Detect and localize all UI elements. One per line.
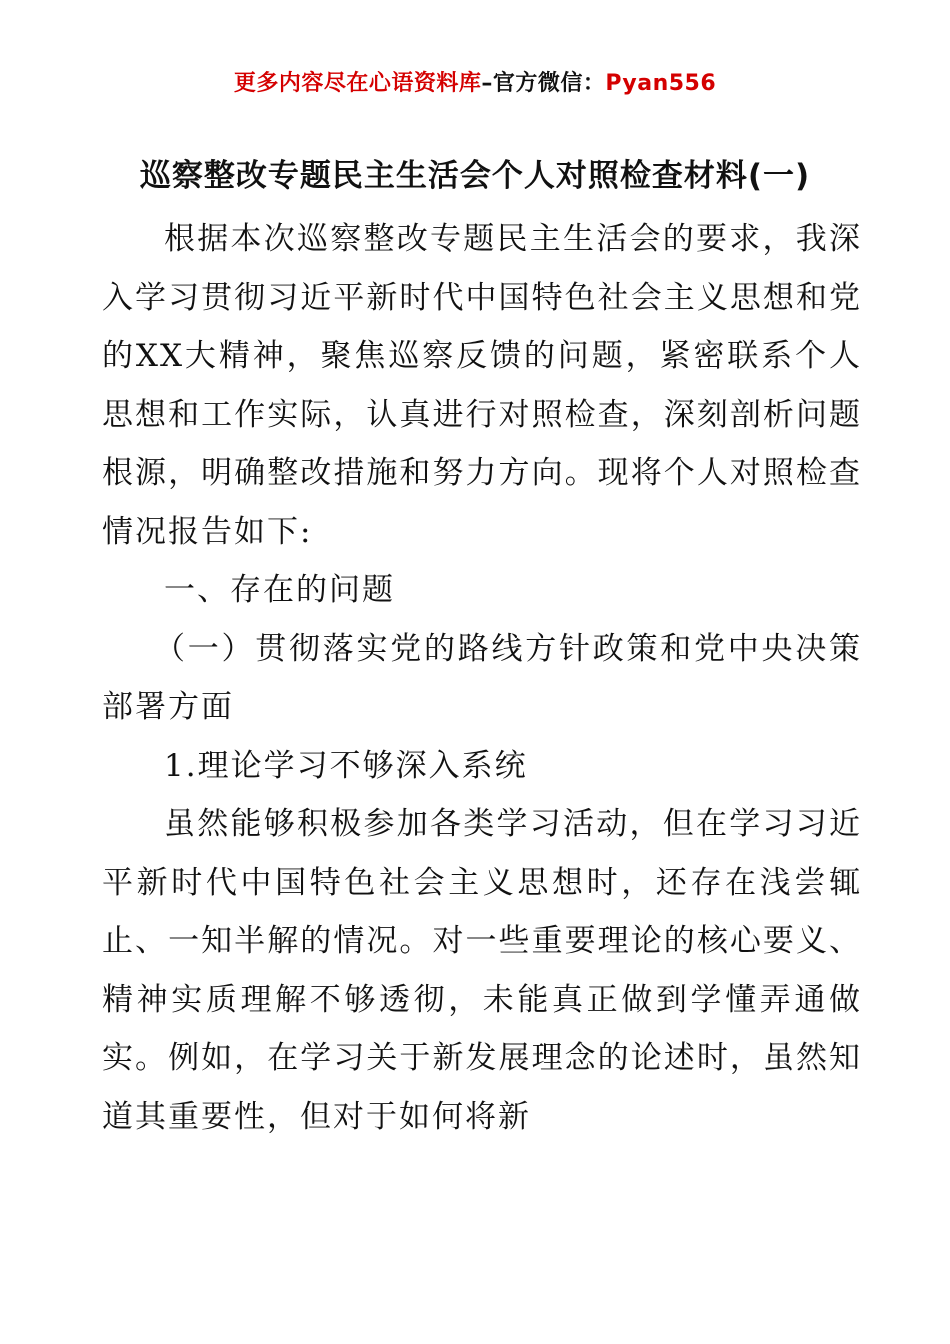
- banner-wechat-id: Pyan556: [605, 71, 717, 96]
- document-title: 巡察整改专题民主生活会个人对照检查材料(一): [139, 158, 811, 194]
- banner-wechat-label: –官方微信：: [481, 71, 606, 96]
- intro-paragraph: 根据本次巡察整改专题民主生活会的要求，我深入学习贯彻习近平新时代中国特色社会主义思想和党的XX大精神，聚焦巡察反馈的问题，紧密联系个人思想和工作实际，认真进行对照检查，深刻剖析问题根源，明确整改措施和努力方向。现将个人对照检查情况报告如下:: [102, 221, 862, 550]
- subsection-heading: （一）贯彻落实党的路线方针政策和党中央决策部署方面: [102, 630, 862, 725]
- section-heading: 一、存在的问题: [164, 572, 395, 608]
- header-banner: [0, 66, 950, 97]
- banner-library-text: 更多内容尽在心语资料库: [233, 71, 482, 96]
- item-heading: 1.理论学习不够深入系统: [164, 747, 528, 784]
- item-paragraph: 虽然能够积极参加各类学习活动，但在学习习近平新时代中国特色社会主义思想时，还存在浅尝辄止、一知半解的情况。对一些重要理论的核心要义、精神实质理解不够透彻，未能真正做到学懂弄通做实。例如，在学习关于新发展理念的论述时，虽然知道其重要性，但对于如何将新: [102, 806, 862, 1135]
- document-body: [102, 210, 862, 1146]
